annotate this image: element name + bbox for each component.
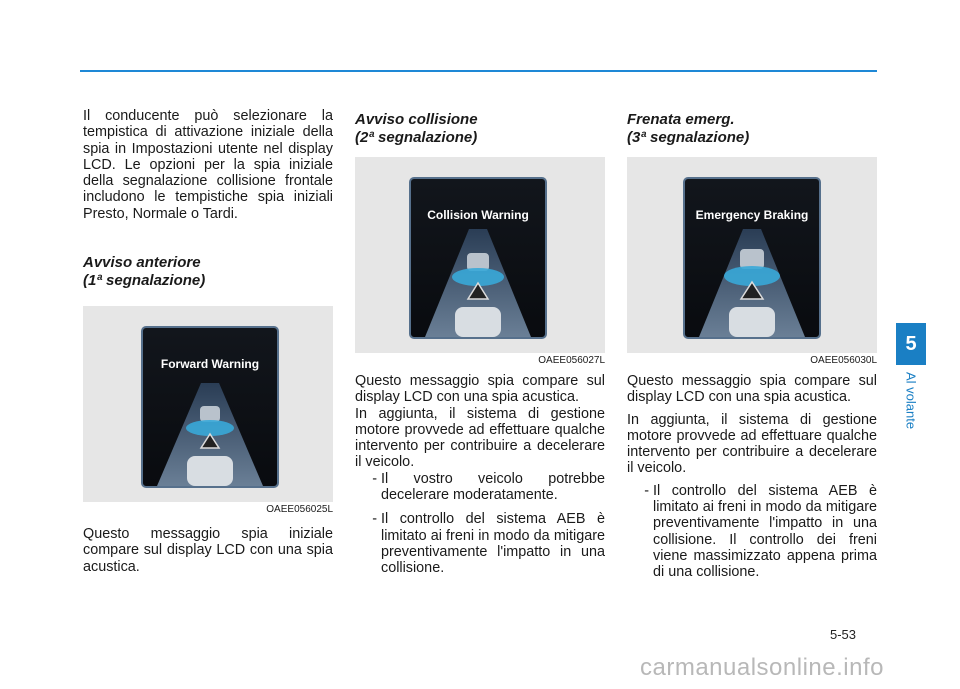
section2-body-1: Questo messaggio spia compare sul display LCD con una spia acustica. — [355, 373, 605, 406]
chapter-label: Al volante — [903, 372, 919, 430]
intro-paragraph: Il conducente può selezionare la tempistica di attivazione iniziale della spia in Impostazioni utente nel display LCD. Le opzioni per la spia iniziale della segnalazione collisione frontale includono le tempistiche spia iniziali Presto, Normale o Tardi. — [83, 108, 333, 222]
own-car-icon — [455, 307, 501, 337]
forward-warning-figure — [83, 306, 333, 502]
watermark: carmanualsonline.info — [640, 654, 884, 681]
section3-title-line1: Frenata emerg. — [627, 111, 735, 128]
section3-title-line2: (3ª segnalazione) — [627, 129, 750, 146]
section2-bullet: - Il vostro veicolo potrebbe decelerare moderatamente. — [372, 470, 605, 504]
section3-body-1: Questo messaggio spia compare sul display LCD con una spia acustica. — [627, 373, 877, 406]
page-number: 5-53 — [830, 627, 857, 642]
section2-body-2: In aggiunta, il sistema di gestione motore provvede ad effettuare qualche intervento per contribuire a decelerare il veicolo. — [355, 405, 605, 471]
screen-title: Collision Warning — [427, 208, 529, 222]
own-car-icon — [187, 456, 233, 486]
lcd-screen — [141, 326, 279, 488]
front-car-icon — [200, 406, 220, 422]
own-car-icon — [729, 307, 775, 337]
section1-body: Questo messaggio spia iniziale compare sul display LCD con una spia acustica. — [83, 526, 333, 575]
screen-title: Forward Warning — [160, 357, 260, 372]
section1-title-line2: (1ª segnalazione) — [83, 272, 206, 290]
section2-title — [355, 111, 605, 147]
image-code: OAEE056030L — [810, 355, 877, 366]
screen-title: Emergency Braking — [695, 208, 809, 222]
chapter-tab: 5 — [896, 323, 926, 365]
section1-title-line1: Avviso anteriore — [83, 254, 201, 272]
road-illustration — [685, 179, 819, 337]
road-illustration — [143, 328, 277, 486]
image-code: OAEE056025L — [266, 504, 333, 516]
section2-bullet: - Il controllo del sistema AEB è limitato ai freni in modo da mitigare preventivamente l'impatto in una collisione. — [372, 511, 605, 577]
section3-body-2: In aggiunta, il sistema di gestione motore provvede ad effettuare qualche intervento per contribuire a decelerare il veicolo. — [627, 411, 877, 477]
column-1 — [83, 108, 333, 575]
section2-title-line2: (2ª segnalazione) — [355, 129, 478, 146]
image-code: OAEE056027L — [538, 355, 605, 366]
road-illustration — [411, 179, 545, 337]
lcd-screen — [683, 177, 821, 339]
section1-title — [83, 254, 333, 290]
section3-title — [627, 111, 877, 147]
column-2 — [355, 111, 605, 577]
emergency-braking-figure — [627, 157, 877, 353]
section2-title-line1: Avviso collisione — [355, 111, 478, 128]
header-rule — [80, 70, 877, 72]
section3-bullet: - Il controllo del sistema AEB è limitato ai freni in modo da mitigare preventivamente l'impatto in una collisione. Il controllo dei freni viene massimizzato appena prima di una collisione. — [644, 482, 877, 581]
column-3 — [627, 111, 877, 581]
collision-warning-figure — [355, 157, 605, 353]
lcd-screen — [409, 177, 547, 339]
